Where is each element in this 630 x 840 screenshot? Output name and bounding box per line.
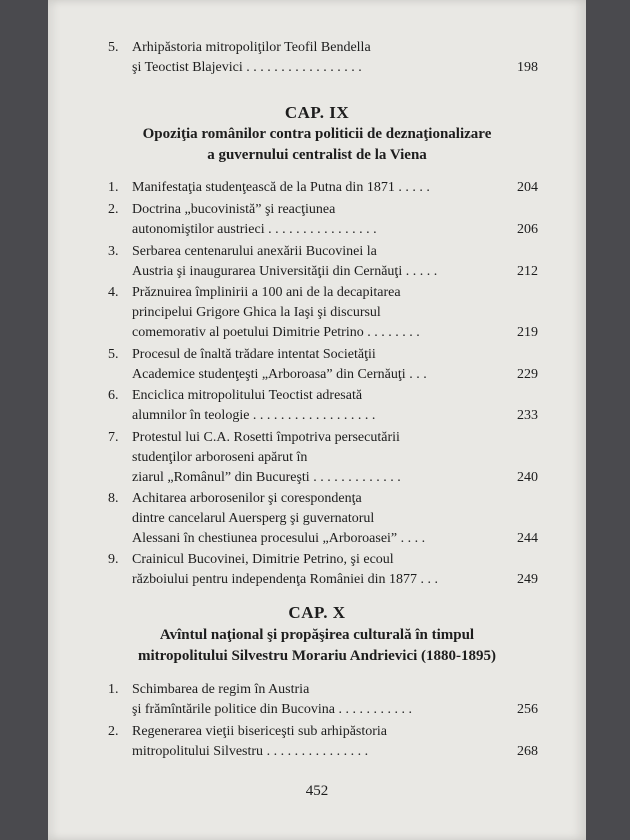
entry-text: Regenerarea vieţii bisericeşti sub arhipăstoria [132,724,388,739]
entry-text: ziarul „Românul” din Bucureşti [132,470,310,485]
page-number: 233 [517,408,538,423]
entry-text-last [132,365,427,384]
entry-text: Alessani în chestiunea procesului „Arboroasei” [132,531,398,546]
entry-text-last [132,323,420,342]
dot-leader: . . . . . . . . . . . . . [313,470,401,485]
dot-leader: . . . . . [405,264,438,279]
entry-text: Protestul lui C.A. Rosetti împotriva persecutării [132,430,400,445]
page-number: 268 [517,744,538,759]
entry-text: Achitarea arborosenilor şi corespondenţa [132,491,362,506]
dot-leader: . . . . . . . . . . . [338,702,412,717]
page-number: 229 [517,367,538,382]
chapter-title: Avîntul naţional şi propăşirea culturală în timpul [159,627,475,643]
entry-number: 2. [108,202,119,217]
book-page [48,0,586,840]
entry-text-last [132,570,438,589]
page-number: 212 [517,264,538,279]
chapter-heading: CAP. IX [284,103,350,122]
page-number: 204 [517,180,538,195]
entry-text: Schimbarea de regim în Austria [132,682,310,697]
entry-text: şi frămîntările politice din Bucovina [132,702,335,717]
entry-text: Academice studenţeşti „Arboroasa” din Cernăuţi [132,367,406,382]
dot-leader: . . . . . . . . . . . . . . . . [268,222,377,237]
dot-leader: . . . . . . . . . . . . . . . . . . [252,408,376,423]
entry-text: Doctrina „bucovinistă” şi reacţiunea [132,202,336,217]
page-number: 244 [517,531,538,546]
entry-text: comemorativ al poetului Dimitrie Petrino [132,325,364,340]
dot-leader: . . . . . . . . [367,325,420,340]
page-number: 219 [517,325,538,340]
entry-text-last [132,529,425,548]
entry-text: dintre cancelarul Auersperg şi guvernatorul [132,511,375,526]
dot-leader: . . . . [400,531,426,546]
entry-text: Prăznuirea împlinirii a 100 ani de la decapitarea [132,285,401,300]
dot-leader: . . . [420,572,438,587]
entry-text-last [132,700,412,719]
chapter-title: mitropolitului Silvestru Morariu Andrievici (1880-1895) [137,648,497,664]
folio-page-number: 452 [305,783,329,799]
page-number: 240 [517,470,538,485]
entry-text: şi Teoctist Blajevici [132,60,243,75]
entry-text: principelui Grigore Ghica la Iaşi şi discursul [132,305,381,320]
entry-text-last [132,220,377,239]
entry-text: mitropolitului Silvestru [132,744,264,759]
entry-number: 1. [108,682,119,697]
entry-number: 2. [108,724,119,739]
entry-number: 7. [108,430,119,445]
entry-text-last [132,262,437,281]
dot-leader: . . . . . . . . . . . . . . . [266,744,369,759]
chapter-heading: CAP. X [288,603,346,622]
entry-text: Arhipăstoria mitropoliţilor Teofil Bendella [132,40,371,55]
entry-number: 4. [108,285,119,300]
entry-text: Enciclica mitropolitului Teoctist adresată [132,388,363,403]
page-number: 249 [517,572,538,587]
entry-text-last [132,468,401,487]
chapter-title: Opoziţia românilor contra politicii de deznaţionalizare [142,126,492,142]
entry-text: studenţilor arboroseni apărut în [132,450,308,465]
entry-text-last [132,178,430,197]
entry-text: alumnilor în teologie [132,408,250,423]
entry-text-last [132,58,362,77]
entry-text-last [132,742,368,761]
entry-number: 9. [108,552,119,567]
entry-text: Austria şi inaugurarea Universităţii din Cernăuţi [132,264,403,279]
entry-text: Serbarea centenarului anexării Bucovinei la [132,244,377,259]
entry-number: 5. [108,347,119,362]
entry-number: 5. [108,40,119,55]
entry-number: 3. [108,244,119,259]
entry-text-last [132,406,375,425]
page-number: 206 [517,222,538,237]
entry-text: războiului pentru independenţa României din 1877 [132,572,417,587]
entry-text: Manifestaţia studenţească de la Putna din 1871 [132,180,395,195]
entry-number: 1. [108,180,119,195]
entry-number: 6. [108,388,119,403]
dot-leader: . . . [409,367,427,382]
entry-text: autonomiştilor austrieci [132,222,265,237]
entry-text: Crainicul Bucovinei, Dimitrie Petrino, şi ecoul [132,552,394,567]
dot-leader: . . . . . [398,180,430,195]
dot-leader: . . . . . . . . . . . . . . . . . [246,60,362,75]
entry-text: Procesul de înaltă trădare intentat Societăţii [132,347,376,362]
entry-number: 8. [108,491,119,506]
chapter-title: a guvernului centralist de la Viena [207,147,427,163]
page-number: 198 [517,60,538,75]
page-number: 256 [517,702,538,717]
